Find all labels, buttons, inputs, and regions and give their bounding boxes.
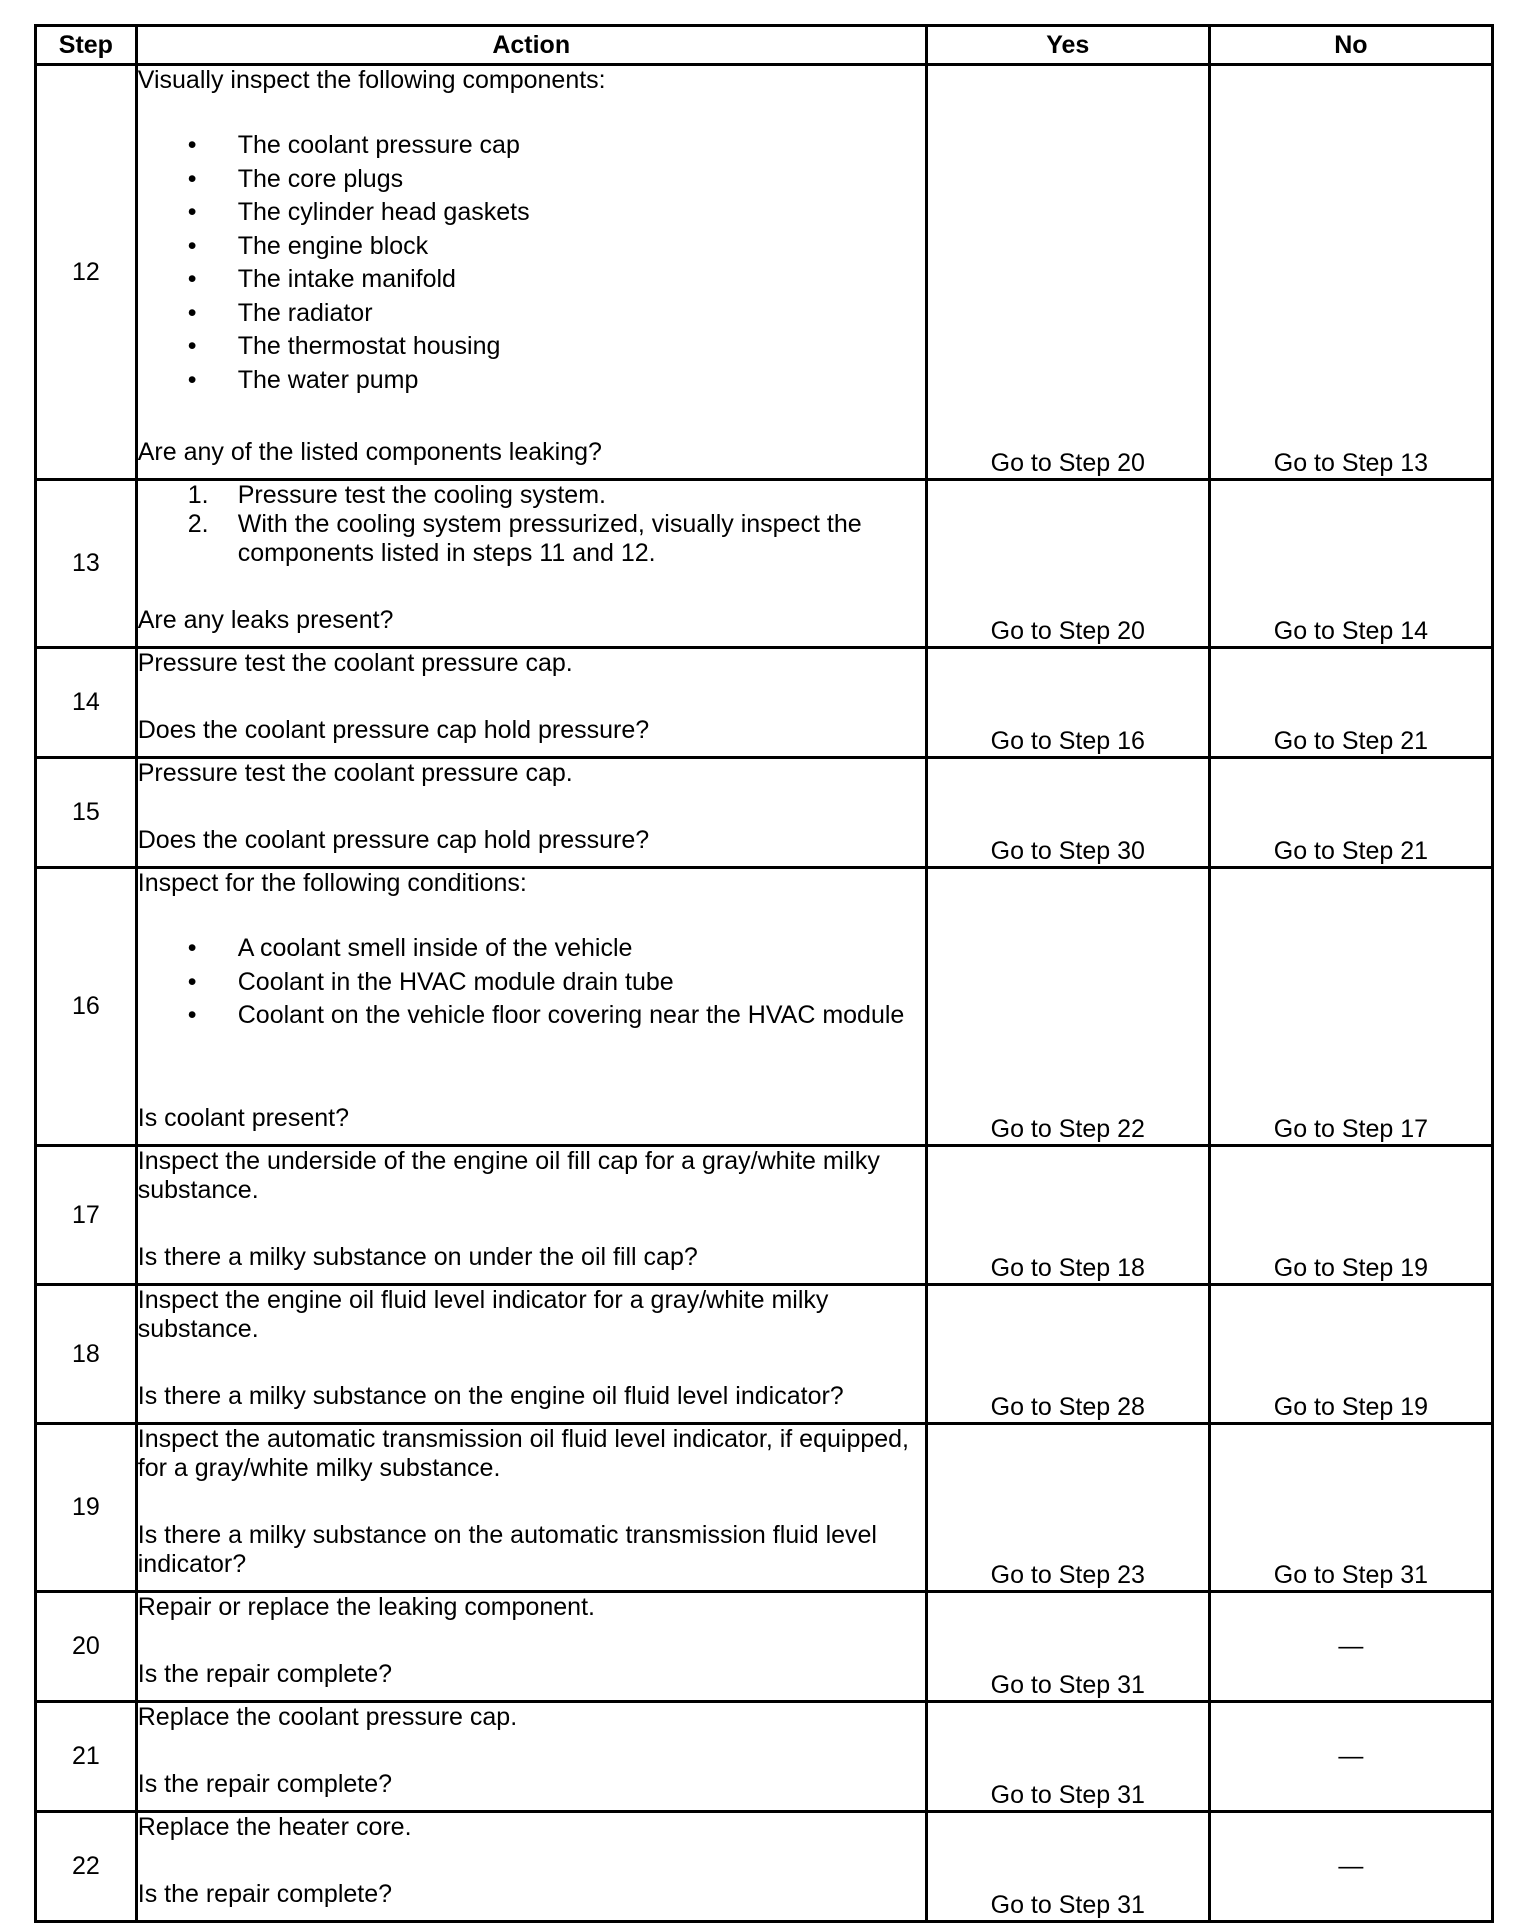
header-step: Step [36, 26, 137, 65]
action-question: Is there a milky substance on under the oil fill cap? [137, 1243, 698, 1271]
action-question: Does the coolant pressure cap hold pressure? [137, 716, 650, 744]
table-row [36, 868, 1493, 1146]
header-row [36, 26, 1493, 65]
list-item: • The radiator [188, 297, 925, 331]
list-item: • The thermostat housing [188, 330, 925, 364]
action-intro: Inspect the automatic transmission oil fluid level indicator, if equipped, for a gray/white milky substance. [137, 1425, 910, 1482]
action-cell [136, 868, 926, 1146]
action-intro: Pressure test the coolant pressure cap. [137, 649, 573, 677]
yes-cell: Go to Step 16 [926, 648, 1209, 758]
step-number: 18 [36, 1285, 137, 1424]
no-cell: Go to Step 21 [1209, 758, 1492, 868]
table-row [36, 1146, 1493, 1285]
no-cell: Go to Step 19 [1209, 1146, 1492, 1285]
table-row [36, 1424, 1493, 1592]
yes-cell: Go to Step 18 [926, 1146, 1209, 1285]
action-question: Is the repair complete? [137, 1660, 393, 1688]
no-cell-dash: — [1209, 1702, 1492, 1812]
numbered-steps [138, 481, 925, 568]
step-number: 14 [36, 648, 137, 758]
action-intro: Visually inspect the following components: [137, 66, 606, 94]
table-row [36, 480, 1493, 648]
no-cell-dash: — [1209, 1592, 1492, 1702]
step-number: 12 [36, 65, 137, 480]
step-number: 16 [36, 868, 137, 1146]
step-number: 13 [36, 480, 137, 648]
list-item: • The engine block [188, 230, 925, 264]
yes-cell: Go to Step 28 [926, 1285, 1209, 1424]
no-cell: Go to Step 19 [1209, 1285, 1492, 1424]
diagnostic-table [34, 24, 1494, 1923]
header-no: No [1209, 26, 1492, 65]
yes-cell: Go to Step 22 [926, 868, 1209, 1146]
list-item: • The coolant pressure cap [188, 129, 925, 163]
list-item: • The water pump [188, 364, 925, 398]
condition-list [138, 932, 925, 1030]
list-item: • The intake manifold [188, 263, 925, 297]
yes-cell: Go to Step 31 [926, 1702, 1209, 1812]
action-question: Is the repair complete? [137, 1770, 393, 1798]
list-item: • The cylinder head gaskets [188, 196, 925, 230]
header-action: Action [136, 26, 926, 65]
list-item: • The core plugs [188, 163, 925, 197]
action-question: Is there a milky substance on the engine oil fluid level indicator? [137, 1382, 844, 1410]
table-row [36, 65, 1493, 480]
no-cell: Go to Step 14 [1209, 480, 1492, 648]
action-cell [136, 1592, 926, 1702]
yes-cell: Go to Step 23 [926, 1424, 1209, 1592]
no-cell: Go to Step 17 [1209, 868, 1492, 1146]
action-question: Does the coolant pressure cap hold pressure? [137, 826, 650, 854]
step-number: 20 [36, 1592, 137, 1702]
no-cell: Go to Step 31 [1209, 1424, 1492, 1592]
list-item: • Coolant in the HVAC module drain tube [188, 966, 925, 1000]
action-cell [136, 1146, 926, 1285]
table-row [36, 1285, 1493, 1424]
action-cell [136, 648, 926, 758]
action-intro: Inspect the underside of the engine oil fill cap for a gray/white milky substance. [137, 1147, 880, 1204]
step-number: 15 [36, 758, 137, 868]
action-intro: Replace the coolant pressure cap. [137, 1703, 518, 1731]
action-question: Are any leaks present? [137, 606, 394, 634]
list-item: • Coolant on the vehicle floor covering near the HVAC module [188, 1001, 925, 1030]
action-intro: Inspect the engine oil fluid level indicator for a gray/white milky substance. [137, 1286, 829, 1343]
action-intro: Pressure test the coolant pressure cap. [137, 759, 573, 787]
action-cell [136, 65, 926, 480]
step-number: 22 [36, 1812, 137, 1922]
list-item: 1. Pressure test the cooling system. [187, 481, 606, 509]
header-yes: Yes [926, 26, 1209, 65]
action-intro: Replace the heater core. [137, 1813, 412, 1841]
action-cell [136, 1702, 926, 1812]
list-item: • A coolant smell inside of the vehicle [188, 932, 925, 966]
table-row [36, 1702, 1493, 1812]
action-question: Is coolant present? [137, 1104, 349, 1132]
action-question: Are any of the listed components leaking? [137, 438, 602, 466]
action-cell [136, 1424, 926, 1592]
step-number: 19 [36, 1424, 137, 1592]
step-number: 21 [36, 1702, 137, 1812]
action-question: Is there a milky substance on the automatic transmission fluid level indicator? [137, 1521, 877, 1578]
yes-cell: Go to Step 31 [926, 1592, 1209, 1702]
yes-cell: Go to Step 20 [926, 480, 1209, 648]
table-row [36, 758, 1493, 868]
list-item: 2. With the cooling system pressurized, visually inspect the components listed in steps 11 and 12. [187, 510, 862, 567]
action-cell [136, 758, 926, 868]
component-list [138, 129, 925, 397]
no-cell-dash: — [1209, 1812, 1492, 1922]
action-cell [136, 1285, 926, 1424]
table-row [36, 648, 1493, 758]
step-number: 17 [36, 1146, 137, 1285]
action-intro: Repair or replace the leaking component. [137, 1593, 595, 1621]
no-cell: Go to Step 13 [1209, 65, 1492, 480]
action-cell [136, 1812, 926, 1922]
no-cell: Go to Step 21 [1209, 648, 1492, 758]
yes-cell: Go to Step 31 [926, 1812, 1209, 1922]
yes-cell: Go to Step 20 [926, 65, 1209, 480]
action-cell [136, 480, 926, 648]
yes-cell: Go to Step 30 [926, 758, 1209, 868]
action-question: Is the repair complete? [137, 1880, 393, 1908]
table-row [36, 1812, 1493, 1922]
action-intro: Inspect for the following conditions: [137, 869, 527, 897]
table-row [36, 1592, 1493, 1702]
